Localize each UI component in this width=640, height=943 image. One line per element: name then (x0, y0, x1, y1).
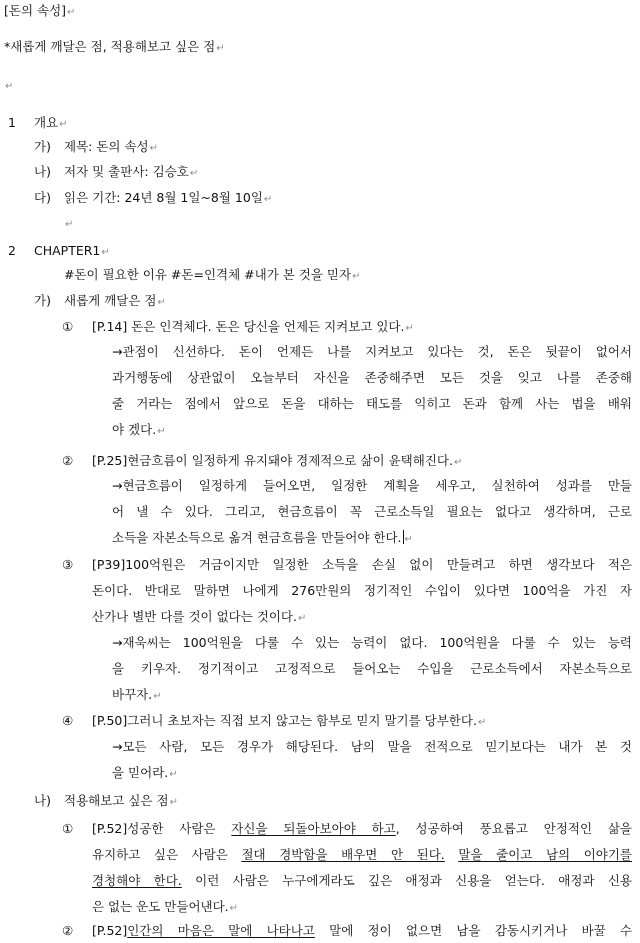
outline-label: 나) (34, 164, 51, 179)
item-number: ② (62, 923, 74, 938)
hashtag-line: #돈이 필요한 이유 #돈=인격체 #내가 본 것을 믿자↵ (64, 267, 361, 282)
item-text: [P.52]인간의 마음은 말에 나타나고 말에 정이 없으면 남을 감동시키거나 바꿀 수 (92, 923, 632, 938)
outline-item: 읽은 기간: 24년 8월 1일~8월 10일↵ (64, 190, 273, 205)
comment-line: 을 믿어라.↵ (112, 765, 178, 780)
comment-line: 어 낼 수 있다. 그리고, 현금흐름이 꼭 근로소득일 필요는 없다고 생각하며, 근로 (112, 504, 632, 519)
section-number: 2 (8, 243, 16, 258)
item-text: 유지하고 싶은 사람은 절대 경박함을 배우면 안 된다. 말을 줄이고 남의 이야기를 (92, 847, 632, 862)
empty-paragraph: ↵ (5, 81, 14, 92)
empty-paragraph: ↵ (65, 219, 74, 230)
item-number: ③ (62, 557, 74, 572)
outline-item: 저자 및 출판사: 김승호↵ (64, 164, 199, 179)
item-number: ① (62, 821, 74, 836)
comment-line: →현금흐름이 일정하게 들어오면, 일정한 계획을 세우고, 실천하여 성과를 만들 (112, 478, 632, 493)
comment-line: 줄 거라는 점에서 앞으로 돈을 대하는 태도를 익히고 돈과 함께 사는 법을 배워 (112, 396, 632, 411)
comment-line: →재욱씨는 100억원을 다룰 수 있는 능력이 없다. 100억원을 다룰 수 있는 능력 (112, 635, 632, 650)
item-text: 산가나 별반 다를 것이 없다는 것이다.↵ (92, 609, 307, 624)
doc-subtitle: *새롭게 깨달은 점, 적용해보고 싶은 점↵ (4, 39, 225, 54)
item-text: [P.52]성공한 사람은 자신을 되돌아보아야 하고, 성공하여 풍요롭고 안정적인 삶을 (92, 821, 633, 836)
outline-label: 가) (34, 293, 51, 308)
comment-line: 바꾸자.↵ (112, 687, 162, 702)
item-number: ② (62, 453, 74, 468)
comment-line: 소득을 자본소득으로 옮겨 현금흐름을 만들어야 한다. ↵ (112, 530, 413, 545)
outline-label: 가) (34, 139, 51, 154)
comment-line: 야 겠다.↵ (112, 422, 166, 437)
section-heading: CHAPTER1↵ (34, 243, 110, 258)
text-cursor (403, 530, 404, 544)
item-text: [P.50]그러니 초보자는 직접 보지 않고는 함부로 믿지 말기를 당부한다.↵ (92, 713, 487, 728)
section-number: 1 (8, 115, 16, 130)
comment-line: →관점이 신선하다. 돈이 언제든 나를 지켜보고 있다는 것, 돈은 뒷끝이 없어서 (112, 344, 632, 359)
item-text: [P.25]현금흐름이 일정하게 유지돼야 경제적으로 삶이 윤택해진다.↵ (92, 453, 463, 468)
outline-label: 다) (34, 190, 51, 205)
doc-title: [돈의 속성]↵ (4, 3, 76, 18)
section-heading: 개요↵ (34, 115, 68, 130)
outline-item: 제목: 돈의 속성↵ (64, 139, 158, 154)
item-text: [P39]100억원은 거금이지만 일정한 소득을 손실 없이 만들려고 하면 생각보다 적은 (92, 557, 632, 572)
item-text: 돈이다. 반대로 말하면 나에게 276만원의 정기적인 수입이 있다면 100억을 가진 자 (92, 583, 632, 598)
subsection-heading: 적용해보고 싶은 점↵ (64, 793, 178, 808)
item-text: 경청해야 한다. 이런 사람은 누구에게라도 깊은 애정과 신용을 얻는다. 애정과 신용 (92, 873, 632, 888)
comment-line: 을 키우자. 정기적이고 고정적으로 들어오는 수입을 근로소득에서 자본소득으로 (112, 661, 632, 676)
item-number: ④ (62, 713, 74, 728)
item-text: 은 없는 운도 만들어낸다.↵ (92, 899, 239, 914)
item-number: ① (62, 319, 74, 334)
item-text: [P.14] 돈은 인격체다. 돈은 당신을 언제든 지켜보고 있다.↵ (92, 319, 414, 334)
comment-line: 과거행동에 상관없이 오늘부터 자신을 존중해주면 모든 것을 잊고 나를 존중해 (112, 370, 632, 385)
outline-label: 나) (34, 793, 51, 808)
comment-line: →모든 사람, 모든 경우가 해당된다. 남의 말을 전적으로 믿기보다는 내가 본 것 (112, 739, 632, 754)
subsection-heading: 새롭게 깨달은 점↵ (64, 293, 166, 308)
